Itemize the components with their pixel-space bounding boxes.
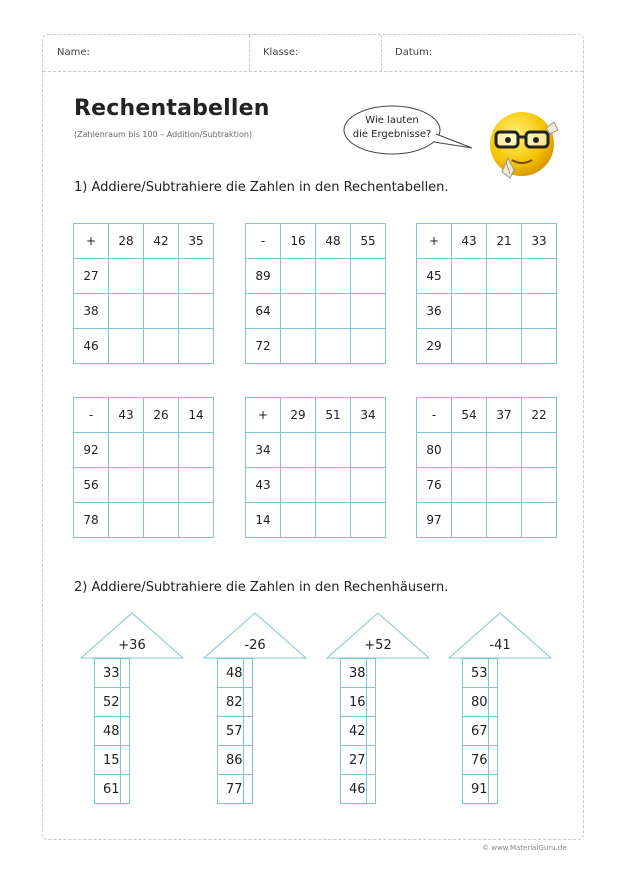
answer-cell[interactable] xyxy=(487,433,522,468)
table-header-cell: 33 xyxy=(522,224,557,259)
table-row-header: 36 xyxy=(417,294,452,329)
table-header-cell: 48 xyxy=(316,224,351,259)
house-value: 82 xyxy=(218,688,244,717)
table-row-header: 27 xyxy=(74,259,109,294)
house-value: 77 xyxy=(218,775,244,804)
task-2-heading: 2) Addiere/Subtrahiere die Zahlen in den Rechenhäusern. xyxy=(74,580,449,595)
task-1-heading: 1) Addiere/Subtrahiere die Zahlen in den Rechentabellen. xyxy=(74,180,449,195)
page-title: Rechentabellen xyxy=(74,96,270,121)
answer-cell[interactable] xyxy=(179,329,214,364)
answer-cell[interactable] xyxy=(522,433,557,468)
answer-cell[interactable] xyxy=(316,433,351,468)
header-divider xyxy=(381,35,382,71)
calc-table xyxy=(73,397,214,538)
class-label: Klasse: xyxy=(263,47,299,58)
answer-cell[interactable] xyxy=(488,659,497,688)
answer-cell[interactable] xyxy=(281,259,316,294)
table-row-header: 72 xyxy=(246,329,281,364)
house-operation: +52 xyxy=(364,638,392,653)
table-row-header: 45 xyxy=(417,259,452,294)
house-value: 16 xyxy=(341,688,367,717)
table-row-header: 97 xyxy=(417,503,452,538)
calc-table xyxy=(245,223,386,364)
table-header-cell: 35 xyxy=(179,224,214,259)
table-header-cell: 42 xyxy=(144,224,179,259)
table-header-cell: 54 xyxy=(452,398,487,433)
answer-cell[interactable] xyxy=(487,329,522,364)
answer-cell[interactable] xyxy=(487,294,522,329)
answer-cell[interactable] xyxy=(120,746,129,775)
smiley-with-glasses-icon xyxy=(484,108,564,192)
house-value: 80 xyxy=(463,688,489,717)
answer-cell[interactable] xyxy=(488,746,497,775)
bubble-line-1: Wie lauten xyxy=(365,115,419,126)
table-header-cell: 14 xyxy=(179,398,214,433)
answer-cell[interactable] xyxy=(281,468,316,503)
answer-cell[interactable] xyxy=(179,294,214,329)
answer-cell[interactable] xyxy=(488,775,497,804)
calc-table xyxy=(416,397,557,538)
house-table xyxy=(462,658,498,804)
answer-cell[interactable] xyxy=(316,329,351,364)
answer-cell[interactable] xyxy=(144,259,179,294)
answer-cell[interactable] xyxy=(243,659,252,688)
table-header-cell: 28 xyxy=(109,224,144,259)
house-value: 86 xyxy=(218,746,244,775)
table-operator: + xyxy=(417,224,452,259)
answer-cell[interactable] xyxy=(452,259,487,294)
table-row-header: 56 xyxy=(74,468,109,503)
answer-cell[interactable] xyxy=(109,259,144,294)
answer-cell[interactable] xyxy=(144,433,179,468)
table-operator: + xyxy=(246,398,281,433)
answer-cell[interactable] xyxy=(487,259,522,294)
answer-cell[interactable] xyxy=(109,503,144,538)
house-value: 46 xyxy=(341,775,367,804)
table-row-header: 89 xyxy=(246,259,281,294)
house-value: 48 xyxy=(95,717,121,746)
answer-cell[interactable] xyxy=(316,468,351,503)
table-header-cell: 16 xyxy=(281,224,316,259)
answer-cell[interactable] xyxy=(452,294,487,329)
answer-cell[interactable] xyxy=(120,717,129,746)
answer-cell[interactable] xyxy=(366,717,375,746)
answer-cell[interactable] xyxy=(144,294,179,329)
answer-cell[interactable] xyxy=(522,259,557,294)
copyright-footer: © www.MaterialGuru.de xyxy=(482,844,567,852)
answer-cell[interactable] xyxy=(366,746,375,775)
house-table xyxy=(94,658,130,804)
house-table xyxy=(217,658,253,804)
answer-cell[interactable] xyxy=(351,468,386,503)
house-table xyxy=(340,658,376,804)
answer-cell[interactable] xyxy=(522,294,557,329)
answer-cell[interactable] xyxy=(120,775,129,804)
answer-cell[interactable] xyxy=(366,775,375,804)
table-header-cell: 55 xyxy=(351,224,386,259)
house-value: 38 xyxy=(341,659,367,688)
table-row-header: 92 xyxy=(74,433,109,468)
answer-cell[interactable] xyxy=(281,329,316,364)
answer-cell[interactable] xyxy=(452,503,487,538)
table-row-header: 64 xyxy=(246,294,281,329)
table-row-header: 43 xyxy=(246,468,281,503)
name-label: Name: xyxy=(57,47,90,58)
table-row-header: 80 xyxy=(417,433,452,468)
answer-cell[interactable] xyxy=(179,468,214,503)
table-header-cell: 29 xyxy=(281,398,316,433)
answer-cell[interactable] xyxy=(452,433,487,468)
answer-cell[interactable] xyxy=(351,503,386,538)
calc-table xyxy=(416,223,557,364)
answer-cell[interactable] xyxy=(351,294,386,329)
answer-cell[interactable] xyxy=(109,468,144,503)
answer-cell[interactable] xyxy=(316,503,351,538)
answer-cell[interactable] xyxy=(316,294,351,329)
header-row xyxy=(43,35,583,72)
table-row-header: 38 xyxy=(74,294,109,329)
answer-cell[interactable] xyxy=(109,329,144,364)
answer-cell[interactable] xyxy=(522,329,557,364)
answer-cell[interactable] xyxy=(452,329,487,364)
house-value: 67 xyxy=(463,717,489,746)
answer-cell[interactable] xyxy=(243,717,252,746)
answer-cell[interactable] xyxy=(109,294,144,329)
table-operator: - xyxy=(417,398,452,433)
table-operator: - xyxy=(246,224,281,259)
table-header-cell: 51 xyxy=(316,398,351,433)
answer-cell[interactable] xyxy=(109,433,144,468)
speech-bubble xyxy=(340,104,480,164)
calc-table xyxy=(73,223,214,364)
answer-cell[interactable] xyxy=(281,433,316,468)
table-row-header: 34 xyxy=(246,433,281,468)
answer-cell[interactable] xyxy=(144,468,179,503)
bubble-line-2: die Ergebnisse? xyxy=(352,129,432,140)
answer-cell[interactable] xyxy=(488,717,497,746)
date-label: Datum: xyxy=(395,47,433,58)
house-value: 91 xyxy=(463,775,489,804)
table-operator: - xyxy=(74,398,109,433)
answer-cell[interactable] xyxy=(120,688,129,717)
house-value: 33 xyxy=(95,659,121,688)
table-header-cell: 22 xyxy=(522,398,557,433)
answer-cell[interactable] xyxy=(351,329,386,364)
calc-table xyxy=(245,397,386,538)
house-value: 53 xyxy=(463,659,489,688)
house-operation: -26 xyxy=(244,638,266,653)
house-value: 61 xyxy=(95,775,121,804)
house-value: 15 xyxy=(95,746,121,775)
answer-cell[interactable] xyxy=(120,659,129,688)
house-value: 52 xyxy=(95,688,121,717)
house-value: 42 xyxy=(341,717,367,746)
answer-cell[interactable] xyxy=(487,503,522,538)
answer-cell[interactable] xyxy=(488,688,497,717)
answer-cell[interactable] xyxy=(487,468,522,503)
table-operator: + xyxy=(74,224,109,259)
answer-cell[interactable] xyxy=(281,294,316,329)
answer-cell[interactable] xyxy=(179,503,214,538)
page-subtitle: (Zahlenraum bis 100 – Addition/Subtraktion) xyxy=(74,130,253,139)
answer-cell[interactable] xyxy=(351,433,386,468)
answer-cell[interactable] xyxy=(179,259,214,294)
house-value: 57 xyxy=(218,717,244,746)
table-row-header: 46 xyxy=(74,329,109,364)
table-header-cell: 34 xyxy=(351,398,386,433)
answer-cell[interactable] xyxy=(522,503,557,538)
header-divider xyxy=(249,35,250,71)
answer-cell[interactable] xyxy=(366,659,375,688)
table-header-cell: 21 xyxy=(487,224,522,259)
answer-cell[interactable] xyxy=(281,503,316,538)
answer-cell[interactable] xyxy=(522,468,557,503)
table-row-header: 14 xyxy=(246,503,281,538)
house-value: 76 xyxy=(463,746,489,775)
answer-cell[interactable] xyxy=(243,688,252,717)
table-header-cell: 26 xyxy=(144,398,179,433)
table-row-header: 78 xyxy=(74,503,109,538)
table-header-cell: 37 xyxy=(487,398,522,433)
answer-cell[interactable] xyxy=(144,503,179,538)
table-header-cell: 43 xyxy=(109,398,144,433)
answer-cell[interactable] xyxy=(366,688,375,717)
table-row-header: 29 xyxy=(417,329,452,364)
answer-cell[interactable] xyxy=(243,775,252,804)
house-value: 48 xyxy=(218,659,244,688)
house-operation: -41 xyxy=(489,638,511,653)
table-row-header: 76 xyxy=(417,468,452,503)
answer-cell[interactable] xyxy=(452,468,487,503)
answer-cell[interactable] xyxy=(243,746,252,775)
table-header-cell: 43 xyxy=(452,224,487,259)
answer-cell[interactable] xyxy=(179,433,214,468)
house-operation: +36 xyxy=(118,638,146,653)
answer-cell[interactable] xyxy=(316,259,351,294)
answer-cell[interactable] xyxy=(351,259,386,294)
house-value: 27 xyxy=(341,746,367,775)
answer-cell[interactable] xyxy=(144,329,179,364)
